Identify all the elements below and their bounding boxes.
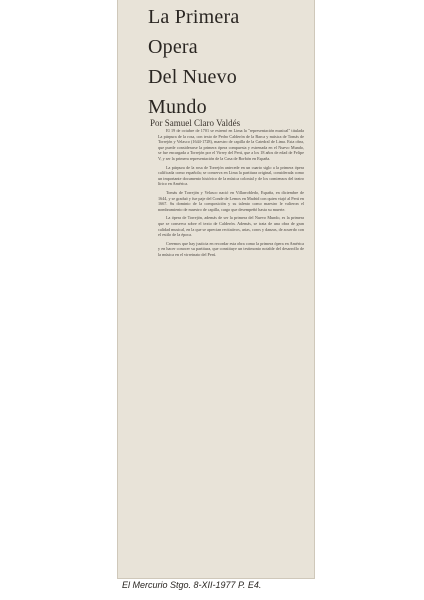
article-body xyxy=(158,128,304,548)
article-paragraph: Creemos que hay justicia en recordar esta obra como la primera ópera en América y en hacer conocer su partitura, que constituye un testimonio notable del desarrollo de la música en el virreinato del Perú. xyxy=(158,240,304,257)
headline-line-3: Del Nuevo xyxy=(148,66,237,88)
newspaper-clipping xyxy=(118,0,314,578)
article-paragraph: Tomás de Torrejón y Velasco nació en Villarrobledo, España, en diciembre de 1644, y se graduó y fue paje del Conde de Lemos en Madrid con quien viajó al Perú en 1667. Su dominio de la composición y su talento como maestro le valieron el nombramiento de maestro de capilla, cargo que desempeñó hasta su muerte. xyxy=(158,189,304,212)
article-paragraph: El 19 de octubre de 1701 se estrenó en Lima la "representación musical" titulada La púrpura de la rosa, con texto de Pedro Calderón de la Barca y música de Tomás de Torrejón y Velasco (1644-1728), maestro de capilla de la Catedral de Lima. Esta obra, que puede considerarse la primera ópera compuesta y estrenada en el Nuevo Mundo, se fue encargada a Torrejón por el Virrey del Perú, que a los 18 años de edad de Felipe V, y ser la primera representación de la Casa de Borbón en España. xyxy=(158,128,304,161)
article-headline xyxy=(148,2,298,122)
article-paragraph: La ópera de Torrejón, además de ser la primera del Nuevo Mundo, es la primera que se conserva sobre el texto de Calderón. Además, se trata de una obra de gran calidad musical, en la que se aprecian recitativos, arias, coros y danzas, de acuerdo con el estilo de la época. xyxy=(158,215,304,238)
article-paragraph: La púrpura de la rosa de Torrejón antecede en un cuarto siglo a la primera ópera calificada como española; se conserva en Lima la partitura original, considerada como un importante documento histórico de la música colonial y de los comienzos del teatro lírico en América. xyxy=(158,164,304,187)
headline-line-1: La Primera xyxy=(148,6,240,28)
handwritten-source-note: El Mercurio Stgo. 8-XII-1977 P. E4. xyxy=(122,580,262,590)
headline-line-2: Opera xyxy=(148,36,198,58)
article-byline: Por Samuel Claro Valdés xyxy=(150,118,241,128)
headline-line-4: Mundo xyxy=(148,96,207,118)
